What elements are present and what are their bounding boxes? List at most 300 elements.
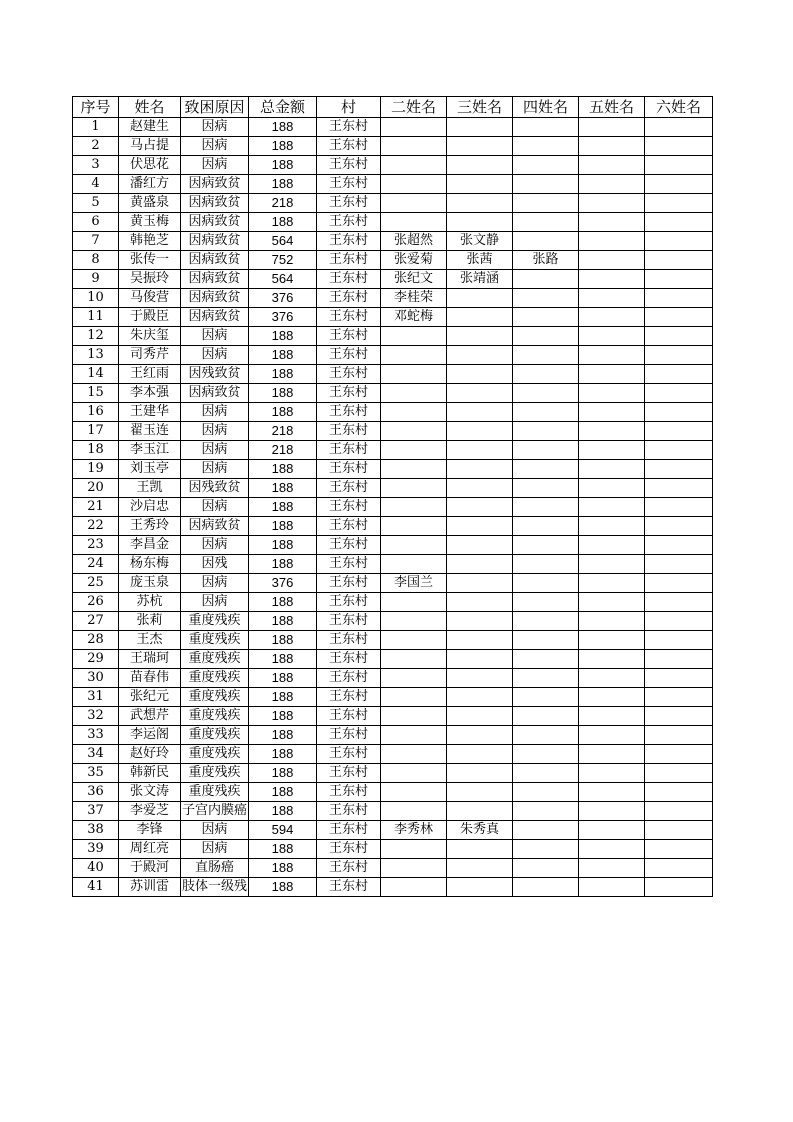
table-row bbox=[73, 346, 713, 365]
cell-amount: 188 bbox=[249, 650, 317, 669]
cell-name-5 bbox=[579, 479, 645, 498]
cell-village: 王东村 bbox=[317, 840, 381, 859]
cell-name-4 bbox=[513, 555, 579, 574]
cell-index: 14 bbox=[73, 365, 119, 384]
cell-name-5 bbox=[579, 555, 645, 574]
cell-reason: 因病致贫 bbox=[181, 194, 249, 213]
cell-reason: 因病 bbox=[181, 460, 249, 479]
cell-name-4 bbox=[513, 194, 579, 213]
table-row bbox=[73, 194, 713, 213]
table-row bbox=[73, 631, 713, 650]
cell-name-5 bbox=[579, 251, 645, 270]
cell-name: 吴振玲 bbox=[119, 270, 181, 289]
cell-name-2 bbox=[381, 802, 447, 821]
cell-name-6 bbox=[645, 346, 713, 365]
cell-reason: 因病 bbox=[181, 498, 249, 517]
cell-name-3 bbox=[447, 422, 513, 441]
cell-name-4 bbox=[513, 802, 579, 821]
cell-reason: 因残致贫 bbox=[181, 479, 249, 498]
cell-index: 18 bbox=[73, 441, 119, 460]
cell-village: 王东村 bbox=[317, 745, 381, 764]
table-row bbox=[73, 574, 713, 593]
cell-amount: 188 bbox=[249, 669, 317, 688]
cell-name-6 bbox=[645, 612, 713, 631]
cell-reason: 因病 bbox=[181, 137, 249, 156]
cell-name-3 bbox=[447, 213, 513, 232]
cell-name: 苏训雷 bbox=[119, 878, 181, 897]
cell-amount: 218 bbox=[249, 422, 317, 441]
cell-name-5 bbox=[579, 403, 645, 422]
cell-name-5 bbox=[579, 194, 645, 213]
cell-name-5 bbox=[579, 726, 645, 745]
cell-village: 王东村 bbox=[317, 289, 381, 308]
cell-name-4 bbox=[513, 745, 579, 764]
cell-village: 王东村 bbox=[317, 517, 381, 536]
cell-name-5 bbox=[579, 764, 645, 783]
cell-amount: 188 bbox=[249, 346, 317, 365]
cell-name-2 bbox=[381, 840, 447, 859]
table-row bbox=[73, 726, 713, 745]
cell-name-6 bbox=[645, 707, 713, 726]
cell-name-3 bbox=[447, 365, 513, 384]
cell-village: 王东村 bbox=[317, 175, 381, 194]
cell-amount: 188 bbox=[249, 764, 317, 783]
cell-index: 31 bbox=[73, 688, 119, 707]
cell-reason: 因病致贫 bbox=[181, 289, 249, 308]
cell-index: 20 bbox=[73, 479, 119, 498]
cell-index: 26 bbox=[73, 593, 119, 612]
cell-index: 30 bbox=[73, 669, 119, 688]
cell-name-2 bbox=[381, 365, 447, 384]
cell-name-6 bbox=[645, 232, 713, 251]
cell-name-6 bbox=[645, 270, 713, 289]
cell-village: 王东村 bbox=[317, 555, 381, 574]
cell-name-5 bbox=[579, 422, 645, 441]
cell-village: 王东村 bbox=[317, 631, 381, 650]
cell-name-6 bbox=[645, 669, 713, 688]
cell-amount: 376 bbox=[249, 308, 317, 327]
cell-name-4 bbox=[513, 840, 579, 859]
cell-name-4 bbox=[513, 498, 579, 517]
cell-index: 7 bbox=[73, 232, 119, 251]
cell-name-3 bbox=[447, 327, 513, 346]
cell-name-2 bbox=[381, 194, 447, 213]
cell-village: 王东村 bbox=[317, 878, 381, 897]
cell-name-6 bbox=[645, 878, 713, 897]
cell-village: 王东村 bbox=[317, 593, 381, 612]
cell-name-3 bbox=[447, 384, 513, 403]
cell-name-4 bbox=[513, 327, 579, 346]
cell-amount: 188 bbox=[249, 593, 317, 612]
header-reason: 致困原因 bbox=[181, 97, 249, 118]
cell-reason: 因病 bbox=[181, 593, 249, 612]
cell-name-2 bbox=[381, 498, 447, 517]
cell-name-2: 张爱菊 bbox=[381, 251, 447, 270]
cell-village: 王东村 bbox=[317, 118, 381, 137]
cell-name-2 bbox=[381, 688, 447, 707]
cell-name: 马俊营 bbox=[119, 289, 181, 308]
cell-name-5 bbox=[579, 840, 645, 859]
cell-name-3 bbox=[447, 840, 513, 859]
cell-index: 32 bbox=[73, 707, 119, 726]
cell-name-5 bbox=[579, 460, 645, 479]
cell-name-5 bbox=[579, 498, 645, 517]
cell-name-2 bbox=[381, 650, 447, 669]
cell-name-3: 张靖涵 bbox=[447, 270, 513, 289]
cell-name-6 bbox=[645, 688, 713, 707]
table-row bbox=[73, 384, 713, 403]
cell-village: 王东村 bbox=[317, 726, 381, 745]
cell-village: 王东村 bbox=[317, 441, 381, 460]
cell-reason: 因病 bbox=[181, 346, 249, 365]
cell-village: 王东村 bbox=[317, 137, 381, 156]
cell-index: 10 bbox=[73, 289, 119, 308]
cell-name-6 bbox=[645, 764, 713, 783]
cell-name-3 bbox=[447, 118, 513, 137]
cell-name-6 bbox=[645, 422, 713, 441]
cell-index: 5 bbox=[73, 194, 119, 213]
cell-name-4 bbox=[513, 308, 579, 327]
cell-name: 伏思花 bbox=[119, 156, 181, 175]
cell-village: 王东村 bbox=[317, 403, 381, 422]
cell-index: 6 bbox=[73, 213, 119, 232]
cell-name-4 bbox=[513, 536, 579, 555]
cell-name-4 bbox=[513, 232, 579, 251]
table-row bbox=[73, 821, 713, 840]
cell-name-2 bbox=[381, 669, 447, 688]
cell-name: 韩艳芝 bbox=[119, 232, 181, 251]
cell-name-5 bbox=[579, 517, 645, 536]
cell-name: 于殿臣 bbox=[119, 308, 181, 327]
cell-village: 王东村 bbox=[317, 498, 381, 517]
cell-name-3 bbox=[447, 137, 513, 156]
cell-name-5 bbox=[579, 631, 645, 650]
cell-index: 9 bbox=[73, 270, 119, 289]
table-row bbox=[73, 403, 713, 422]
cell-village: 王东村 bbox=[317, 384, 381, 403]
cell-amount: 376 bbox=[249, 289, 317, 308]
cell-name-3 bbox=[447, 593, 513, 612]
header-village: 村 bbox=[317, 97, 381, 118]
cell-name-2 bbox=[381, 859, 447, 878]
cell-amount: 188 bbox=[249, 612, 317, 631]
cell-index: 13 bbox=[73, 346, 119, 365]
table-row bbox=[73, 650, 713, 669]
cell-reason: 重度残疾 bbox=[181, 745, 249, 764]
cell-village: 王东村 bbox=[317, 308, 381, 327]
cell-amount: 752 bbox=[249, 251, 317, 270]
cell-name-6 bbox=[645, 251, 713, 270]
cell-village: 王东村 bbox=[317, 251, 381, 270]
cell-name-3 bbox=[447, 308, 513, 327]
cell-name-2 bbox=[381, 156, 447, 175]
cell-name: 张传一 bbox=[119, 251, 181, 270]
cell-name-3 bbox=[447, 403, 513, 422]
cell-name-2: 张超然 bbox=[381, 232, 447, 251]
cell-name-2: 张纪文 bbox=[381, 270, 447, 289]
cell-village: 王东村 bbox=[317, 783, 381, 802]
cell-name-4 bbox=[513, 118, 579, 137]
cell-village: 王东村 bbox=[317, 688, 381, 707]
table-row bbox=[73, 555, 713, 574]
cell-index: 19 bbox=[73, 460, 119, 479]
cell-village: 王东村 bbox=[317, 859, 381, 878]
table-row bbox=[73, 593, 713, 612]
cell-name-2 bbox=[381, 707, 447, 726]
cell-reason: 因病致贫 bbox=[181, 175, 249, 194]
cell-village: 王东村 bbox=[317, 156, 381, 175]
cell-name-3 bbox=[447, 346, 513, 365]
table-row bbox=[73, 536, 713, 555]
cell-reason: 因病 bbox=[181, 574, 249, 593]
cell-amount: 188 bbox=[249, 460, 317, 479]
cell-name-3 bbox=[447, 460, 513, 479]
cell-amount: 188 bbox=[249, 555, 317, 574]
cell-reason: 因病致贫 bbox=[181, 270, 249, 289]
cell-name-4 bbox=[513, 346, 579, 365]
cell-name: 李玉江 bbox=[119, 441, 181, 460]
cell-name-4 bbox=[513, 460, 579, 479]
cell-index: 24 bbox=[73, 555, 119, 574]
table-row bbox=[73, 517, 713, 536]
cell-name-3 bbox=[447, 574, 513, 593]
cell-reason: 重度残疾 bbox=[181, 650, 249, 669]
cell-name-5 bbox=[579, 536, 645, 555]
cell-village: 王东村 bbox=[317, 232, 381, 251]
cell-amount: 188 bbox=[249, 327, 317, 346]
cell-name-3 bbox=[447, 194, 513, 213]
table-row bbox=[73, 213, 713, 232]
cell-name-2 bbox=[381, 479, 447, 498]
cell-reason: 因残 bbox=[181, 555, 249, 574]
cell-amount: 188 bbox=[249, 859, 317, 878]
cell-amount: 218 bbox=[249, 441, 317, 460]
cell-name-2 bbox=[381, 764, 447, 783]
cell-name-4 bbox=[513, 213, 579, 232]
cell-village: 王东村 bbox=[317, 669, 381, 688]
cell-name-6 bbox=[645, 289, 713, 308]
cell-name-3 bbox=[447, 726, 513, 745]
cell-name: 周红亮 bbox=[119, 840, 181, 859]
cell-name-3 bbox=[447, 745, 513, 764]
cell-name-6 bbox=[645, 479, 713, 498]
cell-name: 马占提 bbox=[119, 137, 181, 156]
cell-name-3 bbox=[447, 688, 513, 707]
cell-name-2: 邓蛇梅 bbox=[381, 308, 447, 327]
cell-index: 17 bbox=[73, 422, 119, 441]
cell-name-6 bbox=[645, 194, 713, 213]
cell-reason: 因病致贫 bbox=[181, 384, 249, 403]
cell-name-6 bbox=[645, 175, 713, 194]
cell-village: 王东村 bbox=[317, 612, 381, 631]
cell-amount: 188 bbox=[249, 783, 317, 802]
cell-index: 35 bbox=[73, 764, 119, 783]
cell-amount: 564 bbox=[249, 232, 317, 251]
cell-name-4 bbox=[513, 631, 579, 650]
cell-index: 27 bbox=[73, 612, 119, 631]
cell-index: 40 bbox=[73, 859, 119, 878]
cell-village: 王东村 bbox=[317, 802, 381, 821]
cell-name-3 bbox=[447, 802, 513, 821]
cell-name-4 bbox=[513, 365, 579, 384]
cell-name: 张文涛 bbox=[119, 783, 181, 802]
table-row bbox=[73, 479, 713, 498]
table-row bbox=[73, 422, 713, 441]
cell-village: 王东村 bbox=[317, 346, 381, 365]
cell-amount: 188 bbox=[249, 175, 317, 194]
cell-name-2 bbox=[381, 593, 447, 612]
cell-amount: 188 bbox=[249, 726, 317, 745]
cell-name-3: 朱秀真 bbox=[447, 821, 513, 840]
cell-amount: 188 bbox=[249, 745, 317, 764]
cell-name-4 bbox=[513, 783, 579, 802]
cell-name-4 bbox=[513, 612, 579, 631]
cell-name-2 bbox=[381, 460, 447, 479]
cell-reason: 重度残疾 bbox=[181, 764, 249, 783]
cell-amount: 188 bbox=[249, 631, 317, 650]
cell-amount: 188 bbox=[249, 707, 317, 726]
cell-village: 王东村 bbox=[317, 270, 381, 289]
cell-name-6 bbox=[645, 840, 713, 859]
cell-amount: 376 bbox=[249, 574, 317, 593]
cell-name: 李爱芝 bbox=[119, 802, 181, 821]
cell-name-2 bbox=[381, 536, 447, 555]
cell-name: 黄盛泉 bbox=[119, 194, 181, 213]
table-row bbox=[73, 498, 713, 517]
cell-index: 1 bbox=[73, 118, 119, 137]
table-row bbox=[73, 707, 713, 726]
table-row bbox=[73, 802, 713, 821]
cell-amount: 188 bbox=[249, 365, 317, 384]
cell-name-4: 张路 bbox=[513, 251, 579, 270]
cell-index: 2 bbox=[73, 137, 119, 156]
table-row bbox=[73, 878, 713, 897]
cell-name-2: 李国兰 bbox=[381, 574, 447, 593]
cell-name-4 bbox=[513, 878, 579, 897]
cell-index: 8 bbox=[73, 251, 119, 270]
cell-reason: 重度残疾 bbox=[181, 726, 249, 745]
cell-name-6 bbox=[645, 308, 713, 327]
cell-name: 张莉 bbox=[119, 612, 181, 631]
cell-reason: 因病 bbox=[181, 327, 249, 346]
cell-reason: 因病致贫 bbox=[181, 308, 249, 327]
cell-name-4 bbox=[513, 764, 579, 783]
cell-village: 王东村 bbox=[317, 764, 381, 783]
cell-name-4 bbox=[513, 517, 579, 536]
cell-name-5 bbox=[579, 118, 645, 137]
cell-reason: 因病 bbox=[181, 422, 249, 441]
cell-village: 王东村 bbox=[317, 536, 381, 555]
cell-name-4 bbox=[513, 688, 579, 707]
table-row bbox=[73, 118, 713, 137]
cell-name-5 bbox=[579, 612, 645, 631]
cell-village: 王东村 bbox=[317, 821, 381, 840]
cell-name-3 bbox=[447, 479, 513, 498]
cell-name-5 bbox=[579, 213, 645, 232]
cell-reason: 子宫内膜癌 bbox=[181, 802, 249, 821]
cell-name: 李本强 bbox=[119, 384, 181, 403]
table-row bbox=[73, 460, 713, 479]
cell-name-2 bbox=[381, 555, 447, 574]
cell-name: 李锋 bbox=[119, 821, 181, 840]
cell-name-3 bbox=[447, 156, 513, 175]
cell-amount: 218 bbox=[249, 194, 317, 213]
cell-name-4 bbox=[513, 593, 579, 612]
cell-name-5 bbox=[579, 327, 645, 346]
cell-name-2 bbox=[381, 118, 447, 137]
cell-name-3 bbox=[447, 650, 513, 669]
cell-name: 王瑞珂 bbox=[119, 650, 181, 669]
cell-name-5 bbox=[579, 384, 645, 403]
cell-name-3 bbox=[447, 859, 513, 878]
cell-name: 潘红方 bbox=[119, 175, 181, 194]
cell-name-6 bbox=[645, 783, 713, 802]
cell-name-6 bbox=[645, 555, 713, 574]
cell-name-2 bbox=[381, 612, 447, 631]
cell-index: 15 bbox=[73, 384, 119, 403]
cell-name-5 bbox=[579, 574, 645, 593]
cell-village: 王东村 bbox=[317, 365, 381, 384]
cell-name-6 bbox=[645, 802, 713, 821]
cell-name-6 bbox=[645, 137, 713, 156]
header-name-3: 三姓名 bbox=[447, 97, 513, 118]
cell-reason: 因病 bbox=[181, 441, 249, 460]
cell-name: 张纪元 bbox=[119, 688, 181, 707]
cell-village: 王东村 bbox=[317, 707, 381, 726]
table-row bbox=[73, 289, 713, 308]
cell-name-5 bbox=[579, 802, 645, 821]
cell-index: 34 bbox=[73, 745, 119, 764]
cell-reason: 因病致贫 bbox=[181, 517, 249, 536]
cell-index: 33 bbox=[73, 726, 119, 745]
cell-name-4 bbox=[513, 650, 579, 669]
cell-name-6 bbox=[645, 403, 713, 422]
cell-name: 王杰 bbox=[119, 631, 181, 650]
cell-name-2 bbox=[381, 213, 447, 232]
cell-name-6 bbox=[645, 460, 713, 479]
cell-name-2 bbox=[381, 403, 447, 422]
cell-name-4 bbox=[513, 669, 579, 688]
cell-name: 于殿河 bbox=[119, 859, 181, 878]
cell-name-2 bbox=[381, 745, 447, 764]
cell-name: 黄玉梅 bbox=[119, 213, 181, 232]
header-amount: 总金额 bbox=[249, 97, 317, 118]
cell-reason: 直肠癌 bbox=[181, 859, 249, 878]
cell-name-4 bbox=[513, 441, 579, 460]
cell-name: 朱庆玺 bbox=[119, 327, 181, 346]
table-row bbox=[73, 745, 713, 764]
cell-reason: 重度残疾 bbox=[181, 612, 249, 631]
table-row bbox=[73, 156, 713, 175]
cell-name-2 bbox=[381, 422, 447, 441]
cell-name-6 bbox=[645, 631, 713, 650]
table-row bbox=[73, 251, 713, 270]
cell-name-5 bbox=[579, 878, 645, 897]
header-name-6: 六姓名 bbox=[645, 97, 713, 118]
cell-index: 38 bbox=[73, 821, 119, 840]
cell-name: 庞玉泉 bbox=[119, 574, 181, 593]
cell-name-6 bbox=[645, 726, 713, 745]
cell-name-5 bbox=[579, 688, 645, 707]
cell-name-5 bbox=[579, 593, 645, 612]
cell-reason: 因病 bbox=[181, 536, 249, 555]
table-row bbox=[73, 308, 713, 327]
cell-name-6 bbox=[645, 536, 713, 555]
cell-name-3: 张文静 bbox=[447, 232, 513, 251]
cell-amount: 188 bbox=[249, 479, 317, 498]
cell-name-3 bbox=[447, 669, 513, 688]
cell-village: 王东村 bbox=[317, 460, 381, 479]
